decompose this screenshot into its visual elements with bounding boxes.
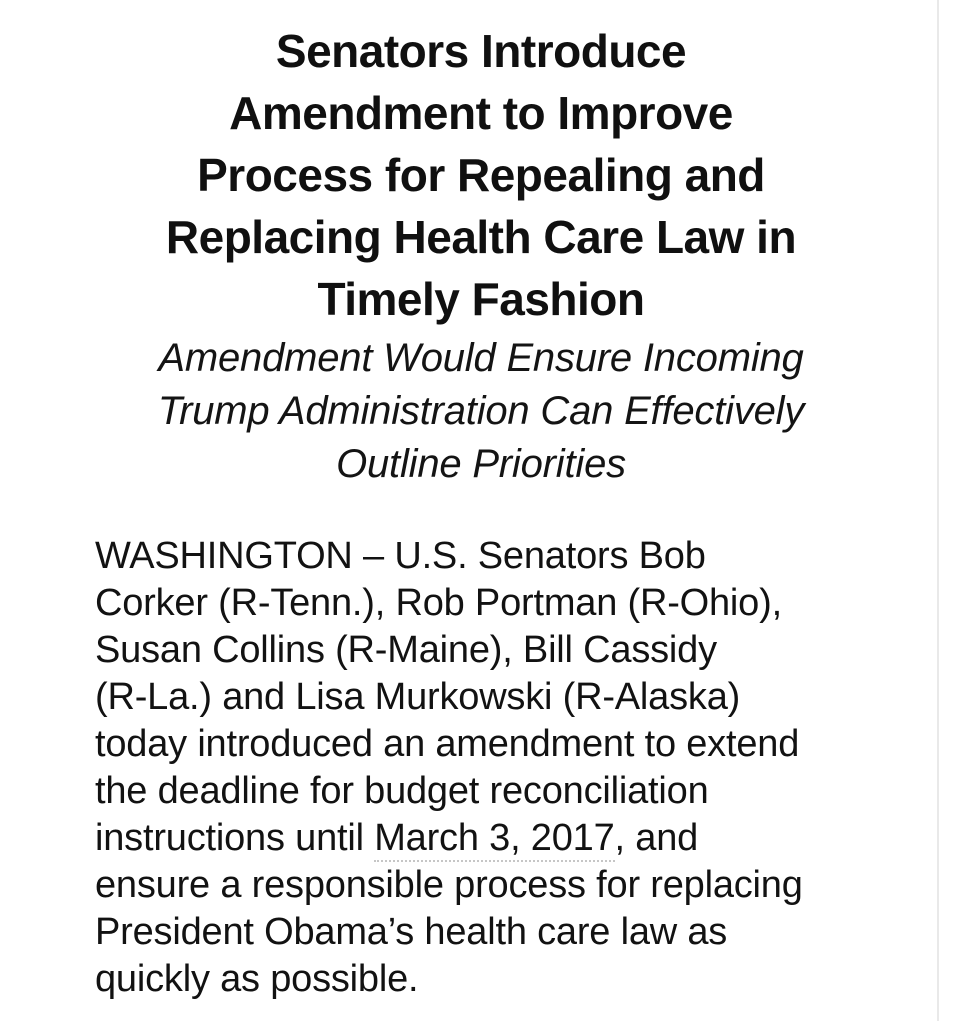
body-line: ensure a responsible process for replacing [95, 864, 803, 906]
headline-line: Amendment to Improve [229, 87, 733, 139]
body-line: (R-La.) and Lisa Murkowski (R-Alaska) [95, 676, 741, 718]
headline [0, 20, 962, 330]
headline-line: Timely Fashion [317, 273, 645, 325]
subtitle-line: Trump Administration Can Effectively [157, 389, 805, 433]
body-line: President Obama’s health care law as [95, 911, 728, 953]
headline-line: Replacing Health Care Law in [165, 211, 797, 263]
body-line: quickly as possible. [95, 958, 419, 1000]
body-line: the deadline for budget reconciliation [95, 770, 709, 812]
subtitle [0, 332, 962, 491]
date-line-suffix: , and [614, 817, 699, 859]
body-line: Corker (R-Tenn.), Rob Portman (R-Ohio), [95, 582, 782, 624]
subtitle-line: Outline Priorities [336, 442, 626, 486]
body-line: WASHINGTON – U.S. Senators Bob [95, 535, 706, 577]
headline-line: Senators Introduce [275, 25, 687, 77]
body-paragraph [0, 533, 962, 1003]
body-line-with-date [95, 815, 962, 862]
body-line: today introduced an amendment to extend [95, 723, 800, 765]
body-line: Susan Collins (R-Maine), Bill Cassidy [95, 629, 717, 671]
date-link[interactable]: March 3, 2017 [374, 817, 614, 862]
headline-line: Process for Repealing and [197, 149, 765, 201]
date-line-prefix: instructions until [95, 817, 375, 859]
subtitle-line: Amendment Would Ensure Incoming [158, 336, 804, 380]
